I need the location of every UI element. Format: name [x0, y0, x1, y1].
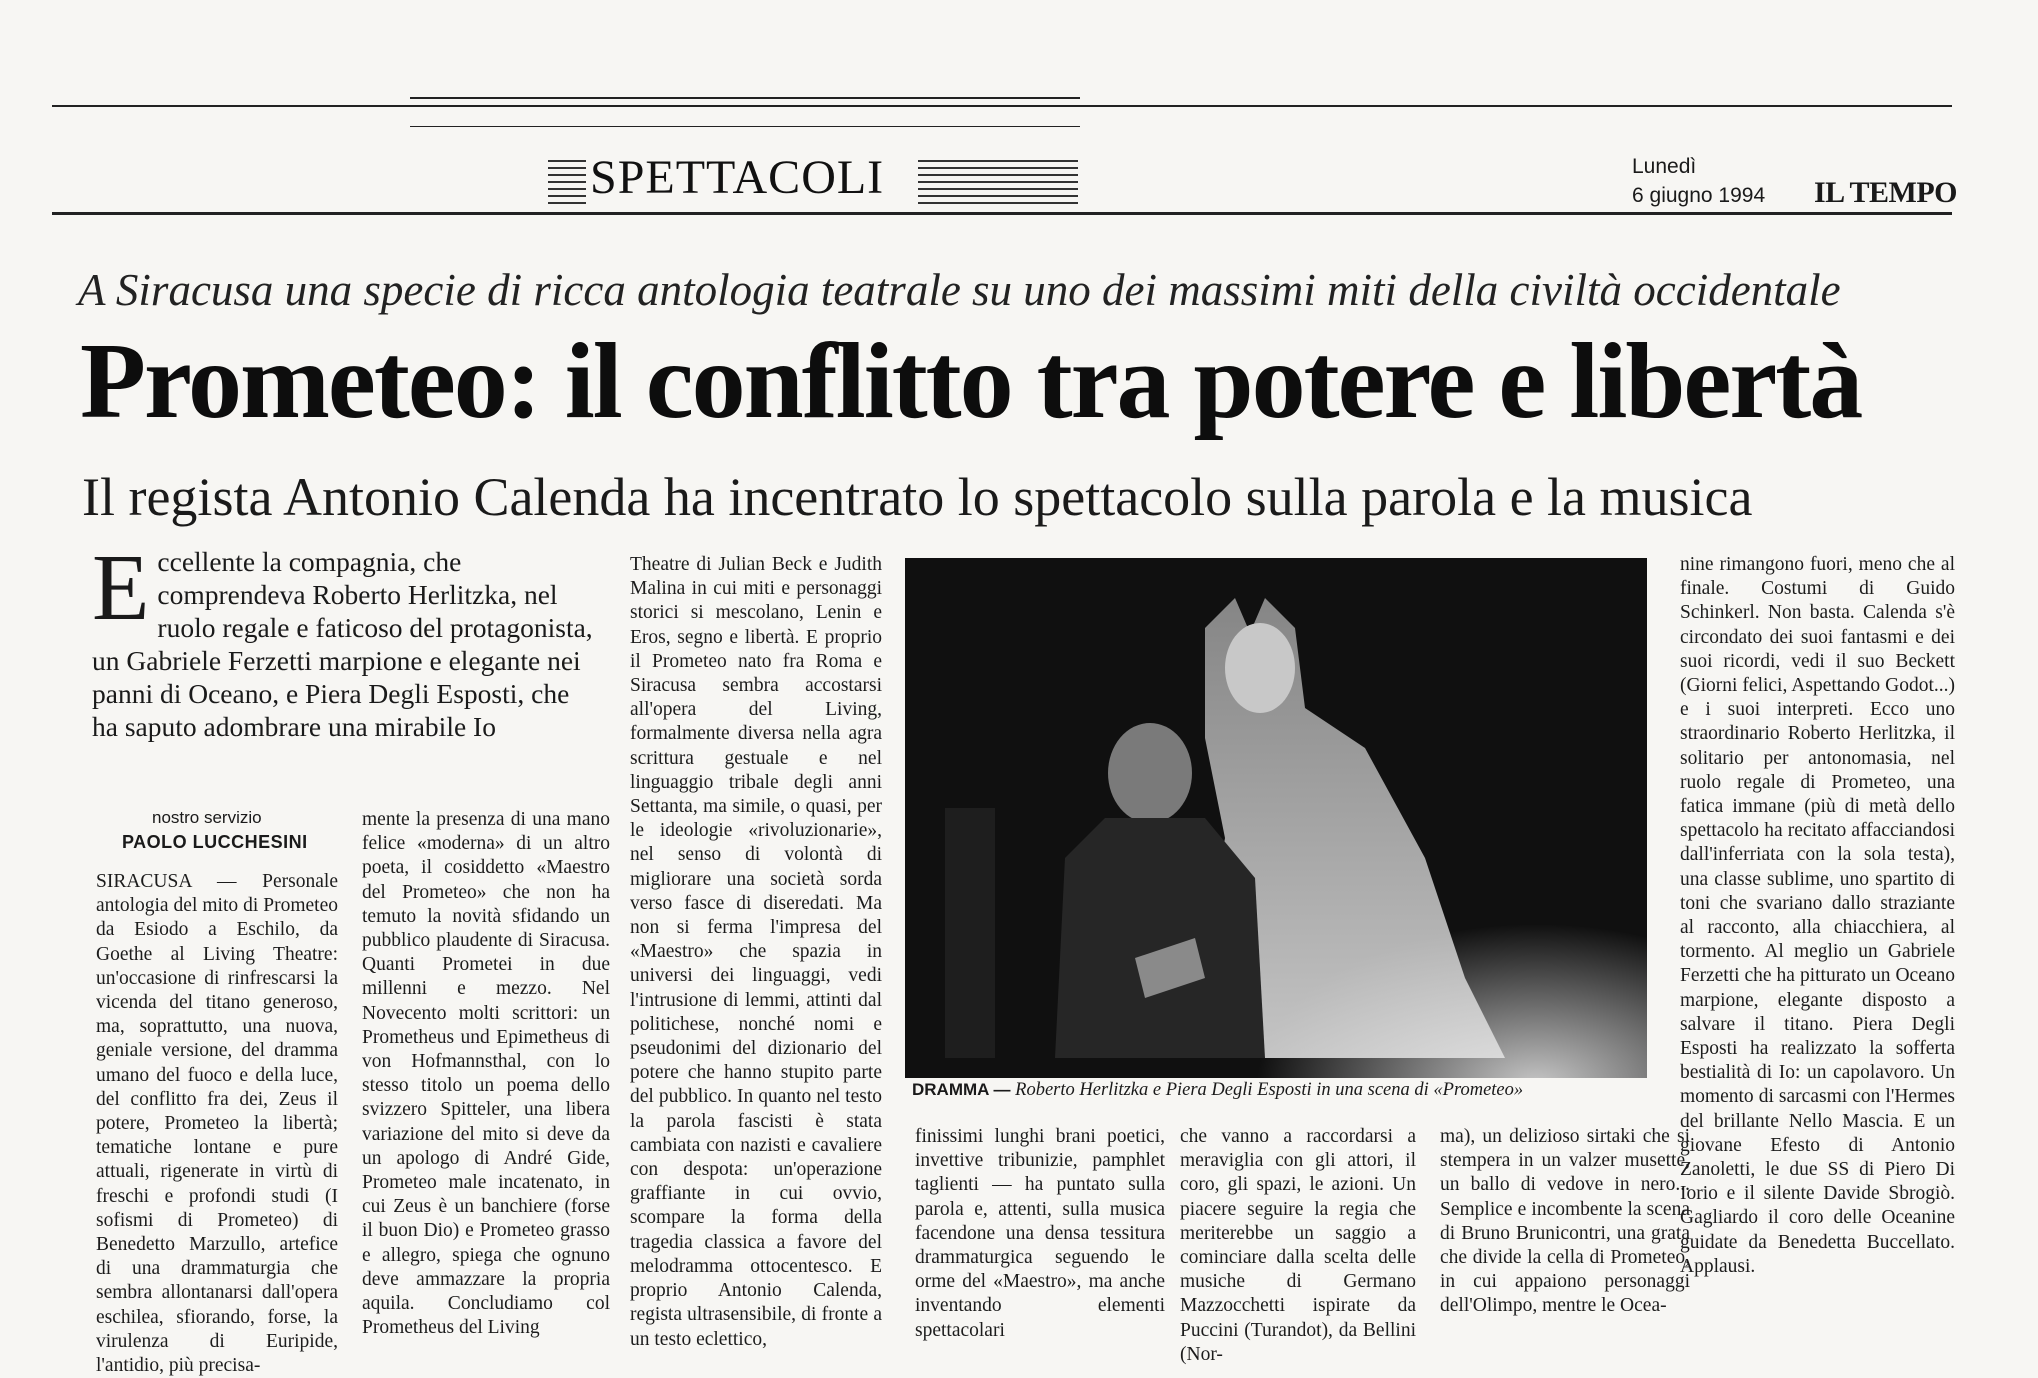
masthead-hatch-left: [548, 160, 586, 206]
column-1: SIRACUSA — Personale antologia del mito di Prometeo da Esiodo a Eschilo, da Goethe al Living Theatre: un'occasione di rinfrescarsi la vicenda del titano generoso, ma, soprattutto, una nuova, geniale versione, del dramma umano del fuoco e della luce, del conflitto fra dei, Zeus il potere, Prometeo la libertà; tematiche lontane e pure attuali, rigenerate in virtù di freschi e profondi studi (I sofismi di Prometeo) di Benedetto Marzullo, artefice di una drammaturgia che sembra allontanarsi dall'opera eschilea, sfiorando, forse, la virulenza di Euripide, l'antidio, più precisa-: [96, 871, 338, 1377]
section-title: SPETTACOLI: [590, 151, 885, 204]
column-7: nine rimangono fuori, meno che al finale. Costumi di Guido Schinkerl. Non basta. Calenda s'è circondato dei suoi fantasmi e dei suoi ricordi, vedi il suo Beckett (Giorni felici, Aspettando Godot...) e i suoi interpreti. Ecco uno straordinario Roberto Herlitzka, il solitario per antonomasia, nel ruolo regale di Prometeo, una fatica immane (più di metà dello spettacolo ha recitato affacciandosi dall'inferriata con la sola testa), una classe sublime, uno spartito di toni che svariano dallo straziante al racconto, alla chiacchiera, al tormento. Al meglio un Gabriele Ferzetti che ha pitturato un Oceano marpione, elegante disposto a salvare il titano. Piera Degli Esposti ha realizzato la sofferta bestialità di Io: un capolavoro. Un momento di sarcasmi con l'Hermes del brillante Nello Mascia. E un giovane Efesto di Antonio Zanoletti, le due SS di Piero Di Iorio e il silente Davide Sbrogiò. Gagliardo il coro delle Oceanine guidate da Benedetta Buccellato. Applausi.: [1680, 554, 1955, 1277]
column-3: Theatre di Julian Beck e Judith Malina in cui miti e personaggi storici si mescolano, Lenin e Eros, segno e libertà. E proprio il Prometeo nato fra Roma e Siracusa sembra accostarsi all'opera del Living, formalmente diversa nella agra scrittura gestuale e nel linguaggio tribale degli anni Settanta, ma simile, o quasi, per le ideologie «rivoluzionarie», nel senso di volontà di migliorare una società sorda verso fasce di diseredati. Ma non si ferma l'impresa del «Maestro» che spazia in universi dei linguaggi, vedi l'intrusione di lemmi, attinti dal politichese, nonché nomi e pseudonimi del dizionario del potere che hanno stupito parte del pubblico. In quanto nel testo la parola fascisti è stata cambiata con nazisti e cavaliere con despota: un'operazione graffiante in cui ovvio, scompare la forma della tragedia classica a favore del melodramma ottocentesco. E proprio Antonio Calenda, regista ultrasensibile, di fronte a un testo eclettico,: [630, 554, 882, 1350]
stage-photo: [905, 558, 1647, 1078]
issue-day: Lunedì: [1632, 155, 1697, 178]
stage-photo-illustration: [905, 558, 1647, 1078]
top-rule: [52, 105, 1952, 107]
column-2: mente la presenza di una mano felice «moderna» di un altro poeta, il cosiddetto «Maestro del Prometeo» che non ha temuto la novità sfidando un pubblico plaudente di Siracusa. Quanti Prometei in due millenni e mezzo. Nel Novecento molti scrittori: un Prometheus und Epimetheus di von Hofmannsthal, con lo stesso titolo un poema dello svizzero Spitteler, una libera variazione del mito si deve da un apologo di André Gide, Prometeo male incatenato, in cui Zeus è un banchiere (forse il buon Dio) e Prometeo grasso e allegro, spiega che ognuno deve ammazzare la propria aquila. Concludiamo col Prometheus del Living: [362, 809, 610, 1339]
top-rule-short-2: [410, 126, 1080, 127]
drop-cap: E: [92, 536, 150, 640]
subheadline: Il regista Antonio Calenda ha incentrato lo spettacolo sulla parola e la musica: [82, 467, 1753, 527]
column-6: ma), un delizioso sirtaki che si stempera in un valzer musette, un ballo di vedove in nero... Semplice e incombente la scena di Bruno Brunicontri, una grata che divide la cella di Prometeo, in cui appaiono personaggi dell'Olimpo, mentre le Ocea-: [1440, 1126, 1690, 1317]
caption-text: Roberto Herlitzka e Piera Degli Esposti in una scena di «Prometeo»: [1015, 1080, 1524, 1100]
column-5: che vanno a raccordarsi a meraviglia con gli attori, il coro, gli spazi, le azioni. Un piacere seguire la regia che meriterebbe un saggio a cominciare dalla scelta delle musiche di Germano Mazzocchetti ispirate da Puccini (Turandot), da Bellini (Nor-: [1180, 1126, 1416, 1365]
caption-label: DRAMMA —: [912, 1080, 1011, 1099]
masthead-bottom-rule: [52, 212, 1952, 215]
byline-label: nostro servizio: [152, 808, 262, 827]
lead-text: ccellente la compagnia, che comprendeva Roberto Herlitzka, nel ruolo regale e faticoso del protagonista, un Gabriele Ferzetti marpione e elegante nei panni di Oceano, e Piera Degli Esposti, che ha saputo adombrare una mirabile Io: [92, 546, 593, 742]
column-4: finissimi lunghi brani poetici, invettive tribunizie, pamphlet taglienti — ha puntato sulla parola e, attenti, sulla musica facendone una densa tessitura drammaturgica seguendo le orme del «Maestro», ma anche inventando elementi spettacolari: [915, 1126, 1165, 1341]
kicker: A Siracusa una specie di ricca antologia teatrale su uno dei massimi miti della civiltà occidentale: [78, 265, 1841, 315]
issue-date: 6 giugno 1994: [1632, 184, 1766, 207]
lead-paragraph: [92, 536, 602, 743]
top-rule-short: [410, 97, 1080, 99]
headline: Prometeo: il conflitto tra potere e libertà: [80, 322, 1862, 441]
newspaper-name: IL TEMPO: [1814, 176, 1957, 209]
masthead-hatch-right: [918, 160, 1078, 206]
photo-caption: [912, 1080, 1652, 1101]
byline-name: PAOLO LUCCHESINI: [122, 832, 308, 852]
